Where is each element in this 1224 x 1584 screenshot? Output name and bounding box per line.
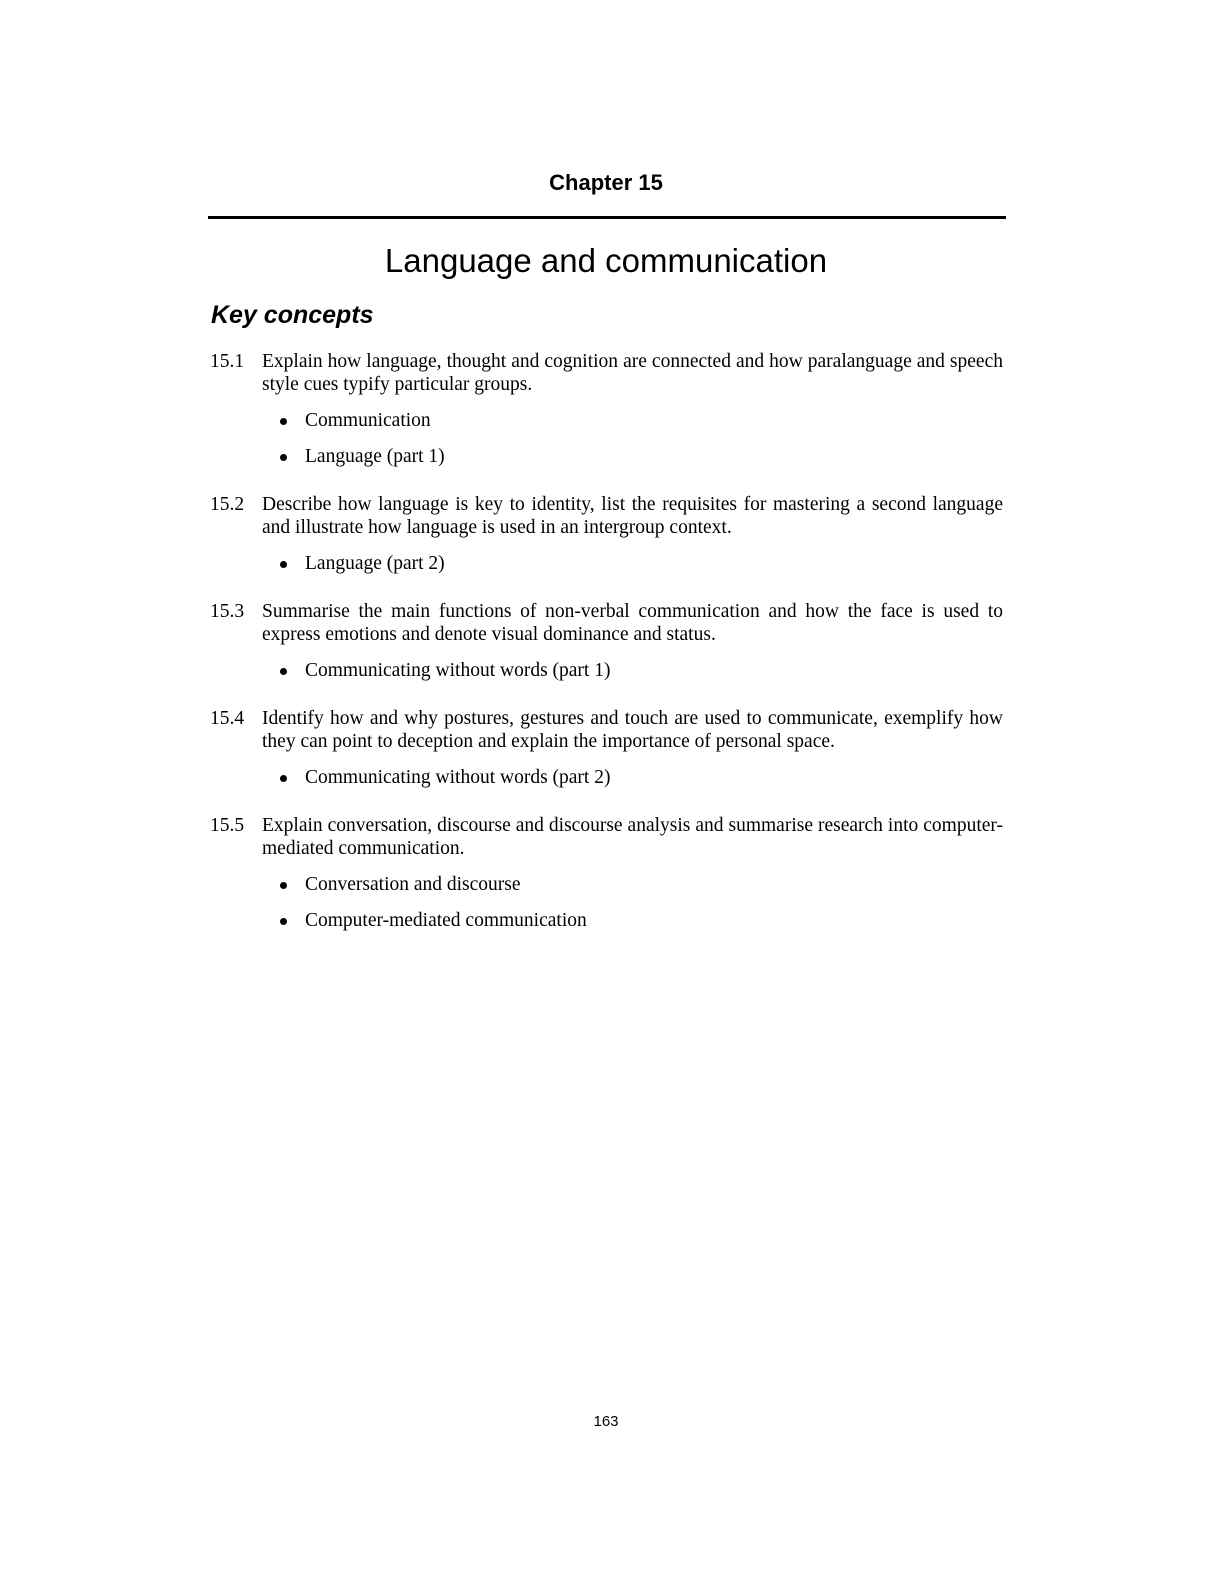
bullet-icon [280, 882, 287, 889]
topic-label: Conversation and discourse [305, 874, 521, 895]
concept-description: Identify how and why postures, gestures and touch are used to communicate, exemplify how they can point to deception and explain the importance of personal space. [262, 708, 1003, 752]
concept-body [262, 493, 1003, 588]
topic-item [262, 659, 1003, 682]
topic-item [262, 552, 1003, 575]
chapter-divider [208, 216, 1006, 219]
topic-item [262, 445, 1003, 468]
topic-list [262, 659, 1003, 682]
bullet-icon [280, 668, 287, 675]
topic-label: Computer-mediated communication [305, 910, 587, 931]
topic-label: Communicating without words (part 1) [305, 660, 611, 681]
concept-body [262, 350, 1003, 481]
topic-item [262, 409, 1003, 432]
topic-item [262, 873, 1003, 896]
concept-description: Describe how language is key to identity, list the requisites for mastering a second language and illustrate how language is used in an intergroup context. [262, 494, 1003, 538]
topic-list [262, 409, 1003, 468]
concept-body [262, 600, 1003, 695]
concept-body [262, 707, 1003, 802]
bullet-icon [280, 454, 287, 461]
topic-list [262, 766, 1003, 789]
concept-number: 15.3 [210, 601, 245, 622]
topic-label: Language (part 1) [305, 446, 445, 467]
key-concepts-list [210, 350, 1003, 957]
concept-item [210, 600, 1003, 695]
topic-label: Language (part 2) [305, 553, 445, 574]
topic-label: Communicating without words (part 2) [305, 767, 611, 788]
concept-item [210, 350, 1003, 481]
concept-item [210, 493, 1003, 588]
topic-item [262, 909, 1003, 932]
concept-description: Explain how language, thought and cognition are connected and how paralanguage and speech style cues typify particular groups. [262, 351, 1003, 395]
topic-label: Communication [305, 410, 431, 431]
concept-number: 15.4 [210, 708, 245, 729]
concept-number: 15.2 [210, 494, 245, 515]
concept-number: 15.1 [210, 351, 245, 372]
page-number: 163 [593, 1413, 619, 1430]
bullet-icon [280, 918, 287, 925]
concept-item [210, 707, 1003, 802]
topic-list [262, 552, 1003, 575]
concept-body [262, 814, 1003, 945]
concept-item [210, 814, 1003, 945]
bullet-icon [280, 775, 287, 782]
bullet-icon [280, 561, 287, 568]
concept-description: Explain conversation, discourse and discourse analysis and summarise research into computer-mediated communication. [262, 815, 1003, 859]
topic-item [262, 766, 1003, 789]
bullet-icon [280, 418, 287, 425]
concept-number: 15.5 [210, 815, 245, 836]
concept-description: Summarise the main functions of non-verbal communication and how the face is used to express emotions and denote visual dominance and status. [262, 601, 1003, 645]
section-heading: Key concepts [211, 301, 374, 329]
chapter-title: Language and communication [384, 242, 828, 279]
topic-list [262, 873, 1003, 932]
chapter-label: Chapter 15 [549, 170, 663, 195]
